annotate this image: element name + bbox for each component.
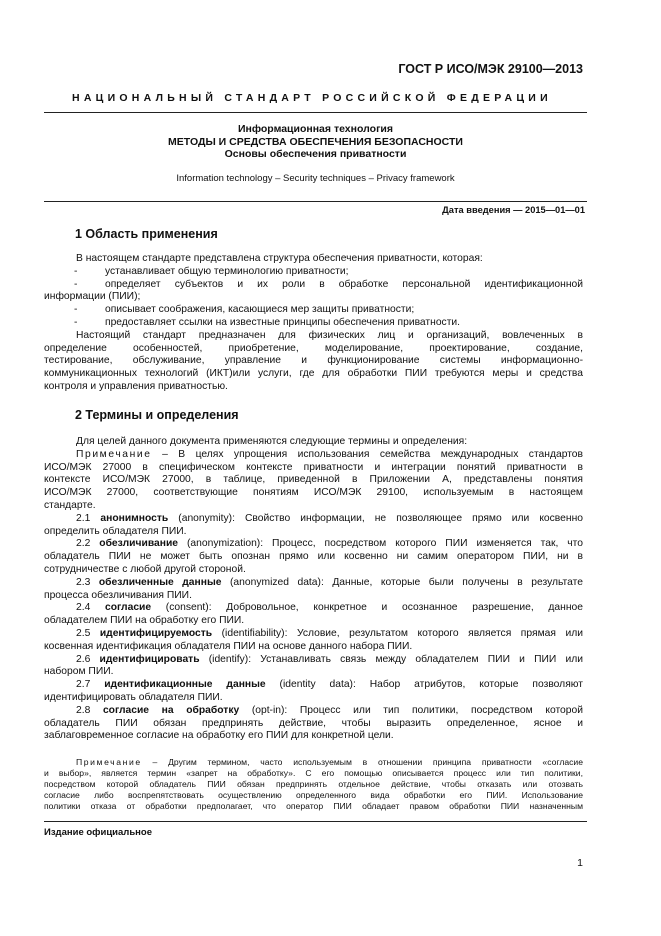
title-line-1: Информационная технология xyxy=(237,123,394,135)
page-number: 1 xyxy=(577,857,583,869)
term-text: (opt-in): Процесс или тип политики, посредством которой xyxy=(239,704,583,716)
paragraph-line: определение особенностей, приобретение, моделирование, проектирование, создание, xyxy=(44,342,583,354)
paragraph-line: коммуникационных технологий (ИКТ)или услуги, где для обработки ПИИ требуются меры и средства xyxy=(44,368,583,380)
term-line: заблаговременное согласие на обработку его ПИИ для конкретной цели. xyxy=(44,730,394,742)
list-item xyxy=(44,279,583,292)
term-line: идентифицировать обладателя ПИИ. xyxy=(44,691,223,703)
note-label: Примечание xyxy=(76,448,152,460)
note-line: политики отказа от обработки предполагает, что оператор ПИИ обладает правом обработки ПИИ назначенным xyxy=(44,801,583,811)
note-label: Примечание xyxy=(76,757,142,767)
term-definition xyxy=(44,602,583,615)
term-definition xyxy=(44,577,583,590)
list-item-text: предоставляет ссылки на известные принципы обеспечения приватности. xyxy=(105,316,461,328)
title-line-2: МЕТОДЫ И СРЕДСТВА ОБЕСПЕЧЕНИЯ БЕЗОПАСНОСТИ xyxy=(168,135,463,148)
national-standard-banner: НАЦИОНАЛЬНЫЙ СТАНДАРТ РОССИЙСКОЙ ФЕДЕРАЦИИ xyxy=(72,92,552,104)
term-line: сотрудничестве с любой другой стороной. xyxy=(44,563,246,575)
term-definition xyxy=(44,705,583,718)
term-line: определить обладателя ПИИ. xyxy=(44,525,187,537)
section-2-body xyxy=(44,436,583,743)
term-number: 2.6 xyxy=(76,653,100,665)
term-number: 2.5 xyxy=(76,627,100,639)
term-name: обезличенные данные xyxy=(98,576,222,588)
note-text: – Другим термином, часто используемым в отношении принципа приватности «согласие xyxy=(141,757,583,767)
note-text: – В целях упрощения использования семейства международных стандартов xyxy=(151,448,583,460)
term-text: (anonymized data): Данные, которые были получены в результате xyxy=(221,576,583,588)
term-name: идентификационные данные xyxy=(104,679,266,691)
paragraph-line: тестирование, обслуживание, управление и функционирование системы информационно- xyxy=(44,355,583,367)
term-number: 2.3 xyxy=(76,576,99,588)
term-text: (identify): Устанавливать связь между обладателем ПИИ и ПИИ или xyxy=(199,653,583,665)
term-line: обладателем ПИИ на обработку его ПИИ. xyxy=(44,615,245,627)
official-edition-label: Издание официальное xyxy=(44,827,152,838)
note-line: стандарте. xyxy=(44,499,96,511)
section-2-intro: Для целей данного документа применяются следующие термины и определения: xyxy=(76,436,468,447)
list-item xyxy=(44,317,583,330)
list-item xyxy=(44,304,583,317)
term-line: набором ПИИ. xyxy=(44,666,114,678)
term-line: процесса обезличивания ПИИ. xyxy=(44,589,192,601)
note-line: ИСО/МЭК 27000, соответствующие понятиям ИСО/МЭК 29100, используемым в настоящем xyxy=(44,487,583,499)
list-item xyxy=(44,266,583,279)
note-line: ИСО/МЭК 27000 в специфическом контексте приватности и интеграции понятий приватности в xyxy=(44,461,583,473)
bottom-note xyxy=(44,757,583,812)
term-definition xyxy=(44,679,583,692)
term-definition xyxy=(44,538,583,551)
term-name: анонимность xyxy=(100,512,169,524)
note-line: согласие либо воспрепятствовать осуществлению определенного вида обработки его ПИИ. Использование xyxy=(44,790,583,800)
list-dash: - xyxy=(74,304,78,316)
term-definition xyxy=(44,628,583,641)
note-line xyxy=(44,757,583,768)
paragraph-line: контроля и управления приватностью. xyxy=(44,380,228,392)
list-item-text: устанавливает общую терминологию приватности; xyxy=(105,265,349,277)
note-line: посредством которой обладатель ПИИ обязан предпринять отдельное действие, чтобы отказать или отозвать xyxy=(44,779,583,789)
list-dash: - xyxy=(74,316,78,328)
term-number: 2.8 xyxy=(76,704,103,716)
term-text: (consent): Добровольное, конкретное и осознанное разрешение, данное xyxy=(151,602,583,614)
note-line: и выбор», является термин «запрет на обработку». С его помощью описывается процесс или тип политики, xyxy=(44,768,583,778)
term-text: (identity data): Набор атрибутов, которые позволяют xyxy=(265,679,583,691)
term-number: 2.4 xyxy=(76,602,105,614)
term-number: 2.2 xyxy=(76,538,100,550)
standard-code: ГОСТ Р ИСО/МЭК 29100—2013 xyxy=(398,62,583,76)
list-dash: - xyxy=(74,278,78,290)
term-text: (anonymization): Процесс, посредством которого ПИИ изменяется так, что xyxy=(178,538,583,550)
list-item-continuation: информации (ПИИ); xyxy=(44,291,141,303)
term-name: идентифицируемость xyxy=(99,627,213,639)
term-line: обладатель ПИИ обязан предпринять действие, чтобы выразить определенное, ясное и xyxy=(44,717,583,729)
title-english: Information technology – Security techniques – Privacy framework xyxy=(176,173,455,184)
header-rule xyxy=(44,112,587,113)
term-name: согласие xyxy=(105,602,152,614)
section-1-body xyxy=(44,253,583,394)
list-item-text: описывает соображения, касающиеся мер защиты приватности; xyxy=(105,304,415,316)
term-number: 2.7 xyxy=(76,679,105,691)
section-2-heading: 2 Термины и определения xyxy=(75,408,239,422)
term-number: 2.1 xyxy=(76,512,101,524)
title-line-3: Основы обеспечения приватности xyxy=(224,148,407,160)
term-definition xyxy=(44,513,583,526)
list-dash: - xyxy=(74,265,78,277)
paragraph-line: Настоящий стандарт предназначен для физических лиц и организаций, вовлеченных в xyxy=(76,329,583,341)
note-line xyxy=(44,449,583,462)
list-item-text: определяет субъектов и их роли в обработке персональной идентификационной xyxy=(105,278,583,290)
term-text: (identifiability): Условие, результатом которого является прямая или xyxy=(212,627,583,639)
term-name: идентифицировать xyxy=(99,653,200,665)
section-1-heading: 1 Область применения xyxy=(75,227,218,241)
title-rule xyxy=(44,201,587,202)
section-1-intro: В настоящем стандарте представлена структура обеспечения приватности, которая: xyxy=(76,253,483,264)
term-definition xyxy=(44,654,583,667)
term-name: согласие на обработку xyxy=(102,704,240,716)
note-line: контексте ИСО/МЭК 27000, в таблице, приведенной в Приложении А, представлены понятия xyxy=(44,474,583,486)
footer-rule xyxy=(44,821,587,822)
term-line: обладатель ПИИ не может быть опознан прямо или косвенно ни самим оператором ПИИ, ни в xyxy=(44,551,583,563)
term-name: обезличивание xyxy=(99,538,179,550)
date-of-introduction: Дата введения — 2015—01—01 xyxy=(442,205,585,215)
term-text: (anonymity): Свойство информации, не позволяющее прямо или косвенно xyxy=(168,512,583,524)
title-block xyxy=(44,123,587,161)
term-line: косвенная идентификация обладателя ПИИ на основе данного набора ПИИ. xyxy=(44,640,413,652)
